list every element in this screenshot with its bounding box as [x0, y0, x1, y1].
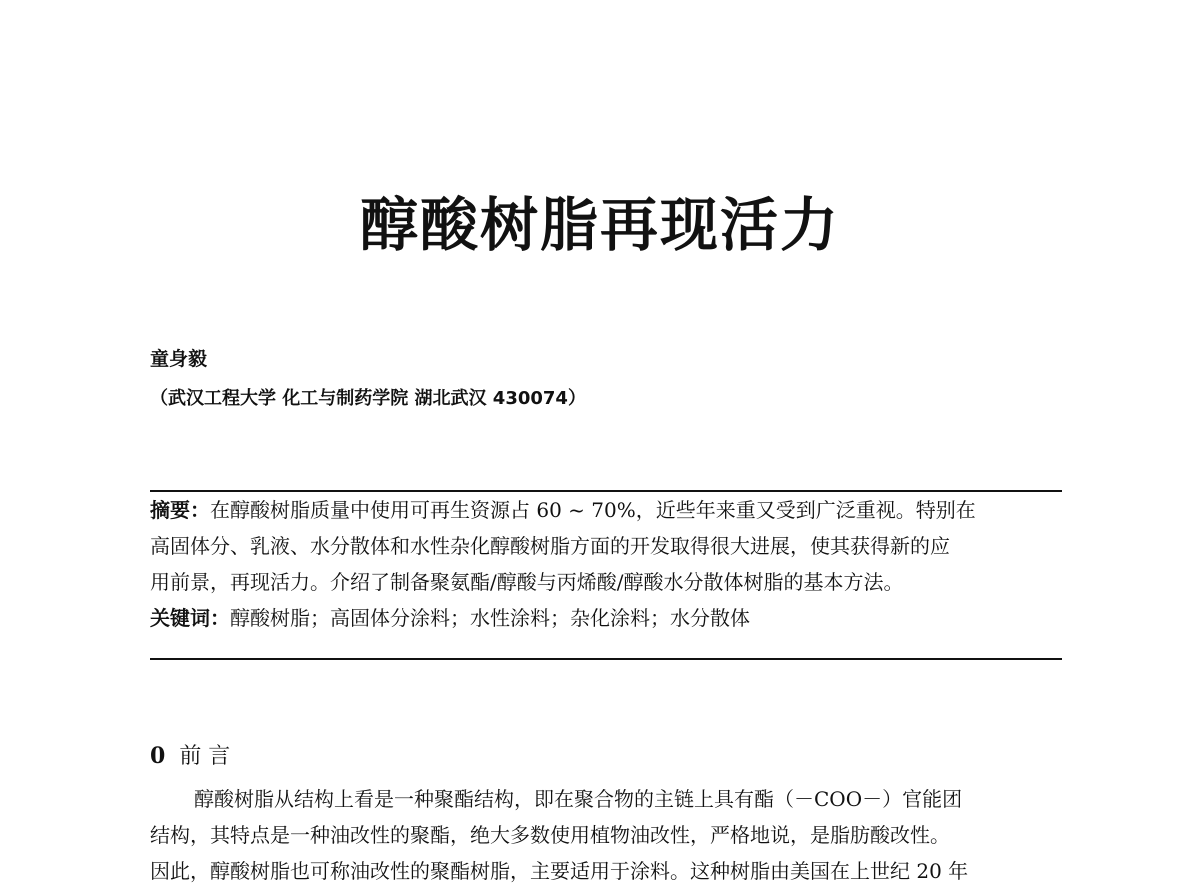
section-title: 前 言 [179, 744, 231, 769]
author-affiliation: （武汉工程大学 化工与制药学院 湖北武汉 430074） [150, 388, 586, 409]
body-paragraph-line-1: 醇酸树脂从结构上看是一种聚酯结构，即在聚合物的主链上具有酯（－COO－）官能团 [194, 787, 963, 811]
abstract-text-1: 在醇酸树脂质量中使用可再生资源占 60 ~ 70%，近些年来重又受到广泛重视。特别在 [210, 498, 976, 522]
abstract-text-2: 高固体分、乳液、水分散体和水性杂化醇酸树脂方面的开发取得很大进展，使其获得新的应 [150, 534, 950, 558]
keywords-text: 醇酸树脂；高固体分涂料；水性涂料；杂化涂料；水分散体 [230, 606, 750, 630]
abstract-block [150, 490, 1062, 660]
author-name: 童身毅 [150, 348, 208, 370]
section-number: 0 [150, 743, 166, 769]
keywords-label: 关键词： [150, 606, 230, 630]
section-heading [150, 741, 230, 772]
keywords-line [150, 606, 750, 630]
abstract-line-1 [150, 498, 976, 522]
body-paragraph-line-2: 结构，其特点是一种油改性的聚酯，绝大多数使用植物油改性，严格地说，是脂肪酸改性。 [150, 823, 950, 847]
paper-title: 醇酸树脂再现活力 [359, 191, 840, 259]
abstract-label: 摘要： [150, 498, 210, 522]
abstract-text-3: 用前景，再现活力。介绍了制备聚氨酯/醇酸与丙烯酸/醇酸水分散体树脂的基本方法。 [150, 570, 904, 594]
body-paragraph-line-3: 因此，醇酸树脂也可称油改性的聚酯树脂，主要适用于涂料。这种树脂由美国在上世纪 20 年 [150, 859, 969, 883]
